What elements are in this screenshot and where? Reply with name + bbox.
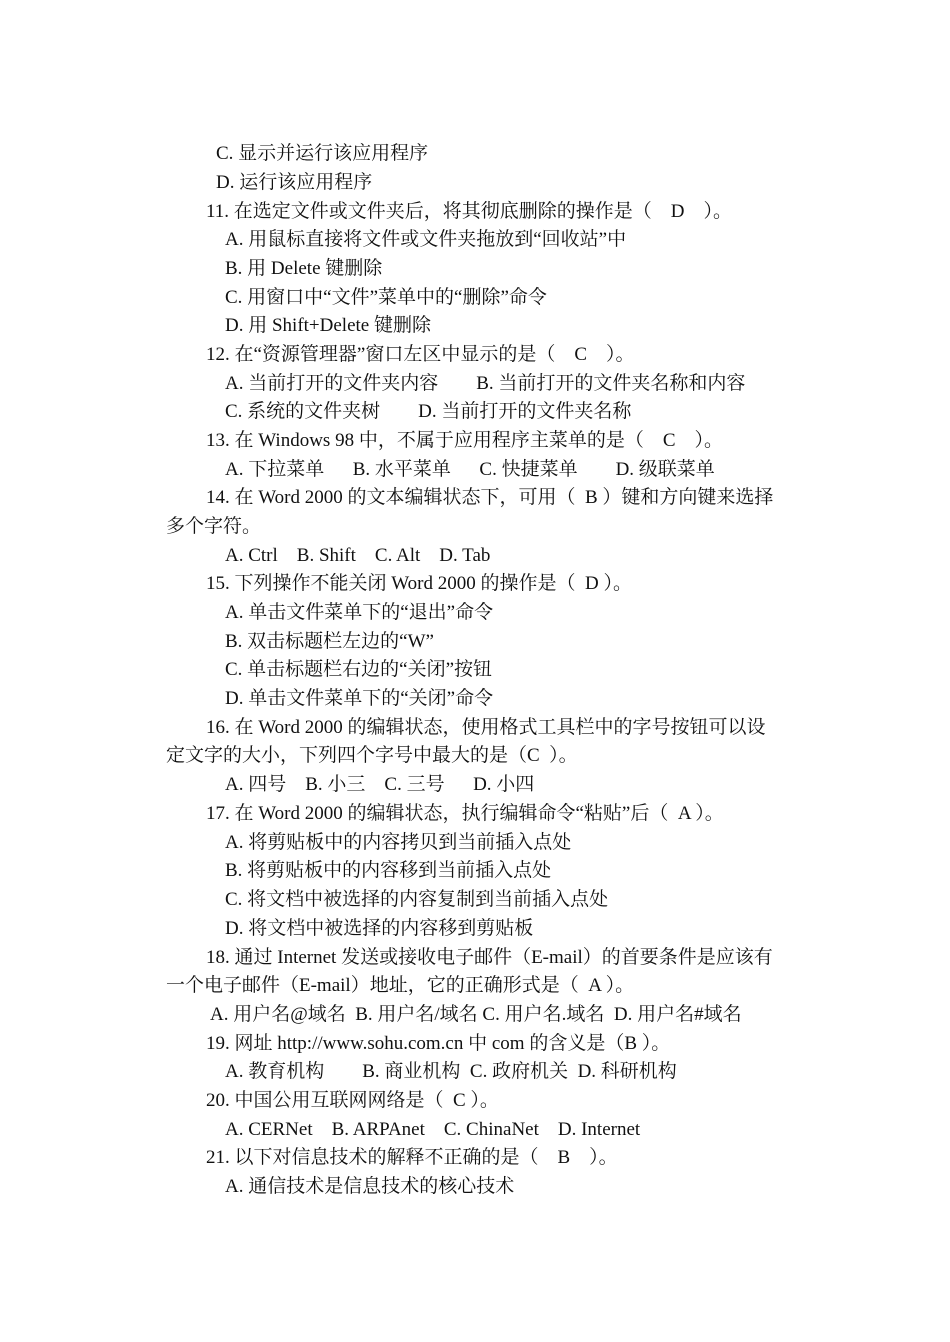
option-line: B. 双击标题栏左边的“W” bbox=[225, 631, 434, 652]
option-line: A. 用户名@域名 B. 用户名/域名 C. 用户名.域名 D. 用户名#域名 bbox=[210, 1004, 742, 1025]
option-line: A. 四号 B. 小三 C. 三号 D. 小四 bbox=[225, 774, 535, 795]
question-line: 19. 网址 http://www.sohu.com.cn 中 com 的含义是（B ）。 bbox=[206, 1033, 671, 1054]
option-line: C. 显示并运行该应用程序 bbox=[216, 143, 429, 164]
option-line: A. CERNet B. ARPAnet C. ChinaNet D. Internet bbox=[225, 1119, 641, 1140]
option-line: A. Ctrl B. Shift C. Alt D. Tab bbox=[225, 545, 491, 566]
question-line: 12. 在“资源管理器”窗口左区中显示的是（ C ）。 bbox=[206, 344, 635, 365]
option-line: A. 单击文件菜单下的“退出”命令 bbox=[225, 602, 494, 623]
question-line: 16. 在 Word 2000 的编辑状态，使用格式工具栏中的字号按钮可以设 bbox=[206, 717, 766, 738]
option-line: A. 通信技术是信息技术的核心技术 bbox=[225, 1176, 515, 1197]
option-line: B. 用 Delete 键删除 bbox=[225, 258, 383, 279]
option-line: A. 用鼠标直接将文件或文件夹拖放到“回收站”中 bbox=[225, 229, 627, 250]
question-line: 21. 以下对信息技术的解释不正确的是（ B ）。 bbox=[206, 1147, 618, 1168]
question-line: 17. 在 Word 2000 的编辑状态，执行编辑命令“粘贴”后（ A ）。 bbox=[206, 803, 724, 824]
question-line: 20. 中国公用互联网网络是（ C ）。 bbox=[206, 1090, 499, 1111]
option-line: D. 运行该应用程序 bbox=[216, 172, 373, 193]
option-line: D. 用 Shift+Delete 键删除 bbox=[225, 315, 431, 336]
question-line: 14. 在 Word 2000 的文本编辑状态下，可用（ B ）键和方向键来选择 bbox=[206, 487, 774, 508]
option-line: A. 教育机构 B. 商业机构 C. 政府机关 D. 科研机构 bbox=[225, 1061, 677, 1082]
question-line: 18. 通过 Internet 发送或接收电子邮件（E-mail）的首要条件是应该有 bbox=[206, 947, 773, 968]
question-line: 15. 下列操作不能关闭 Word 2000 的操作是（ D ）。 bbox=[206, 573, 632, 594]
option-line: D. 将文档中被选择的内容移到剪贴板 bbox=[225, 918, 534, 939]
question-continuation: 一个电子邮件（E-mail）地址，它的正确形式是（ A ）。 bbox=[166, 975, 635, 996]
option-line: C. 系统的文件夹树 D. 当前打开的文件夹名称 bbox=[225, 401, 632, 422]
option-line: C. 将文档中被选择的内容复制到当前插入点处 bbox=[225, 889, 609, 910]
option-line: C. 单击标题栏右边的“关闭”按钮 bbox=[225, 659, 493, 680]
question-line: 13. 在 Windows 98 中，不属于应用程序主菜单的是（ C ）。 bbox=[206, 430, 723, 451]
question-line: 11. 在选定文件或文件夹后，将其彻底删除的操作是（ D ）。 bbox=[206, 201, 733, 222]
option-line: C. 用窗口中“文件”菜单中的“删除”命令 bbox=[225, 287, 547, 308]
option-line: A. 当前打开的文件夹内容 B. 当前打开的文件夹名称和内容 bbox=[225, 373, 746, 394]
option-line: A. 将剪贴板中的内容拷贝到当前插入点处 bbox=[225, 832, 572, 853]
question-continuation: 定文字的大小，下列四个字号中最大的是（C ）。 bbox=[166, 745, 578, 766]
option-line: A. 下拉菜单 B. 水平菜单 C. 快捷菜单 D. 级联菜单 bbox=[225, 459, 715, 480]
option-line: D. 单击文件菜单下的“关闭”命令 bbox=[225, 688, 494, 709]
question-continuation: 多个字符。 bbox=[166, 516, 262, 537]
option-line: B. 将剪贴板中的内容移到当前插入点处 bbox=[225, 860, 552, 881]
